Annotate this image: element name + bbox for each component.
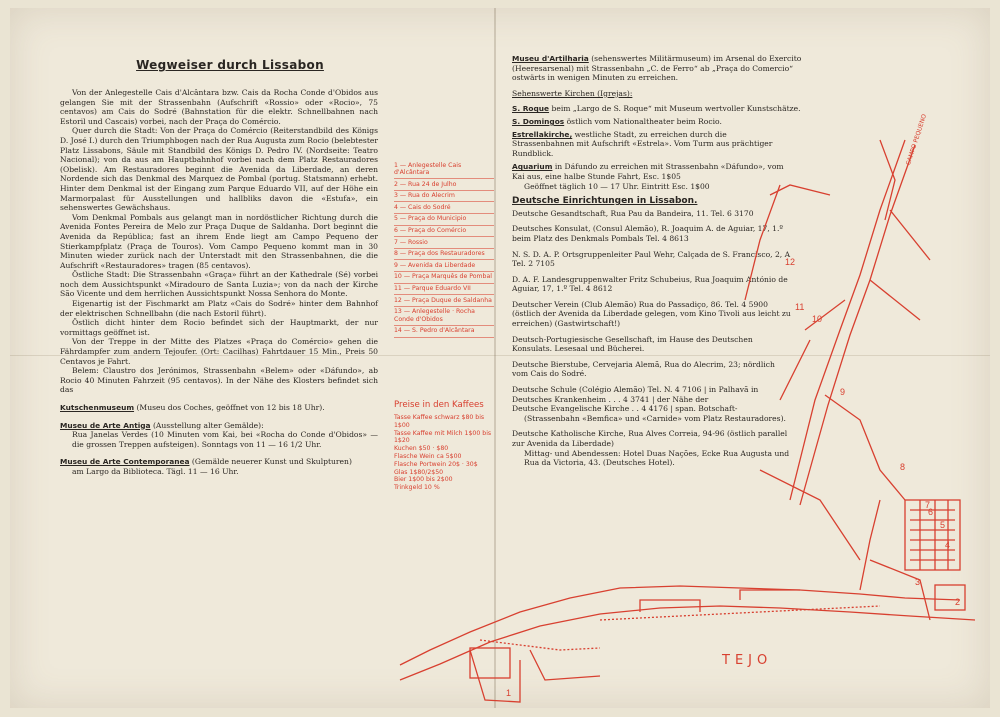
institution-evangelical-church: Deutsche Evangelische Kirche . . 4 4176 | span. Botschaft-	[512, 404, 738, 414]
map-number: 4	[945, 540, 951, 550]
map-number: 7	[925, 500, 931, 510]
church-estrela-text: westliche Stadt, zu erreichen durch die Strassenbahnen mit Aufschrift «Estrela». Vom Turm aus prächtiger Rundblick.	[512, 129, 773, 158]
arte-antiga-heading: Museu de Arte Antiga	[60, 420, 151, 430]
legend-item: 1 — Anlegestelle Cais d'Alcântara	[394, 160, 494, 179]
artillery-museum-heading: Museu d'Artilharia	[512, 54, 589, 63]
section-arte-antiga	[60, 421, 378, 450]
artillery-museum	[512, 54, 812, 83]
map-number: 9	[840, 387, 846, 397]
legend-item: 3 — Rua do Alecrim	[394, 191, 494, 203]
paragraph-ferry: Von der Treppe in der Mitte des Platzes «Praça do Comércio» gehen die Fährdampfer zum andern Tejoufer. (Ort: Cacilhas) Fahrtdauer 15 Min., Preis 50 Centavos je Fahrt.	[60, 337, 378, 366]
church-estrela-heading: Estrellakirche,	[512, 129, 573, 139]
church-s-domingos-heading: S. Domingos	[512, 116, 565, 126]
institution-consulate	[512, 224, 792, 243]
church-s-domingos	[512, 117, 812, 127]
section-arte-contemporanea	[60, 457, 378, 476]
coach-museum-heading: Kutschenmuseum	[60, 403, 135, 412]
legend-item: 6 — Praça do Comércio	[394, 226, 494, 238]
institution-consulate-tel: Tel. 4 8613	[645, 233, 689, 243]
coffee-price-item: Bier 1$00 bis 2$00	[394, 476, 453, 484]
paragraph-arrival: Von der Anlegestelle Cais d'Alcântara bzw. Cais da Rocha Conde d'Obidos aus gelangen Sie mit der Strassenbahn (Aufschrift «Rossio» oder «Rocio», 75 centavos) am Cais do Sodré (Bahnstation für die elektr. Schnellbahnen nach Estoril und Cascais) vorbei, nach der Praça do Comércio.	[60, 88, 378, 126]
institution-catholic-church: Deutsche Katholische Kirche, Rua Alves Correia, 94-96 (östlich parallel zur Avenida da Liberdade)	[512, 429, 788, 448]
map-number: 6	[928, 507, 934, 517]
aquarium-text: in Dáfundo zu erreichen mit Strassenbahn «Dáfundo», vom Kai aus, eine halbe Stunde Fahrt, Esc. 1$05	[512, 162, 784, 181]
section-coach-museum	[60, 403, 378, 413]
map-number: 3	[915, 577, 921, 587]
legend-item: 4 — Cais do Sodré	[394, 202, 494, 214]
map-number: 2	[955, 597, 961, 607]
coffee-price-item: Kuchen $50 · $80	[394, 445, 449, 453]
coffee-price-item: Tasse Kaffee mit Milch 1$00 bis 1$20	[394, 429, 492, 445]
arte-contemporanea-heading: Museu de Arte Contemporanea	[60, 457, 190, 467]
institution-beerhall: Deutsche Bierstube, Cervejaria Alemã, Rua do Alecrim, 23; nördlich vom Cais do Sodré.	[512, 359, 775, 379]
lunch-dinner: Mittag- und Abendessen: Hotel Duas Nações, Ecke Rua Augusta und Rua da Victoria, 43. (Deutsches Hotel).	[524, 448, 790, 468]
map-number: 10	[812, 314, 823, 324]
institution-daf-tel: Tel. 4 8612	[569, 284, 613, 294]
coffee-price-item: Tasse Kaffee schwarz $80 bis 1$00	[394, 414, 485, 429]
aquarium-hours: Geöffnet täglich 10 — 17 Uhr. Eintritt Esc. 1$00	[524, 181, 710, 191]
legend-item: 2 — Rua 24 de Julho	[394, 179, 494, 191]
legend-item: 7 — Rossio	[394, 237, 494, 249]
institution-daf	[512, 275, 792, 294]
coffee-price-item: Flasche Wein ca 5$00	[394, 452, 462, 460]
map-legend	[394, 160, 494, 338]
coach-museum-text: (Museu dos Coches, geöffnet von 12 bis 18 Uhr).	[134, 403, 325, 412]
institution-daf-text: D. A. F. Landesgruppenwalter Fritz Schubeius, Rua Joaquim António de Aguiar, 17, 1.º	[512, 274, 788, 294]
legend-item: 5 — Praça do Municipio	[394, 214, 494, 226]
legend-item: 9 — Avenida da Liberdade	[394, 260, 494, 272]
institution-embassy-text: Deutsche Gesandtschaft, Rua Pau da Bandeira, 11.	[512, 208, 709, 218]
church-s-roque-text: beim „Largo de S. Roque“ mit Museum wertvoller Kunstschätze.	[549, 104, 801, 114]
legend-item: 12 — Praça Duque de Saldanha	[394, 295, 494, 307]
paragraph-fish-market: Eigenartig ist der Fischmarkt am Platz «Cais do Sodré» hinter dem Bahnhof der elektrischen Schnellbahn (die nach Estoril führt).	[60, 299, 378, 318]
fold-line-vertical	[494, 8, 496, 708]
map-number: 8	[900, 462, 906, 472]
map-number: 1	[506, 688, 512, 698]
paragraph-pombal: Vom Denkmal Pombals aus gelangt man in nordöstlicher Richtung durch die Avenida Fontes Pereira de Melo zur Praça Duque de Saldanha. Dort beginnt die Avenida da República; fast an ihrem Ende liegt am Campo Pequeno der Stierkampfplatz (Praça de Touros). Vom Campo Pequeno kommt man in 30 Minuten wieder zurück nach der Unterstadt mit den Strassenbahnen, die die Aufschrift «Restauradores» tragen (85 centavos).	[60, 212, 378, 270]
map-number: 5	[940, 520, 946, 530]
coffee-price-item: Flasche Portwein 20$ · 30$	[394, 460, 478, 468]
map-number: 11	[795, 302, 805, 312]
institution-tram-note: (Strassenbahn «Bemfica» und «Carnide» vom Platz Restauradores).	[524, 413, 786, 423]
institution-school: Deutsche Schule (Colégio Alemão) Tel. N. 4 7106 | in Palhavã in	[512, 385, 759, 395]
church-estrela	[512, 130, 782, 159]
right-column	[512, 54, 812, 468]
paragraph-east-city: Östliche Stadt: Die Strassenbahn «Graça» führt an der Kathedrale (Sé) vorbei noch dem Aussichtspunkt «Miradouro de Santa Luzia»; von da nach der Kirche São Vicente und dem herrlichen Aussichtspunkt Nossa Senhora do Monte.	[60, 270, 378, 299]
arte-antiga-body: Rua Janelas Verdes (10 Minuten vom Kai, bei «Rocha do Conde d'Obidos» — die grossen Treppen aufsteigen). Sonntags von 11 — 16 1/2 Uhr.	[72, 430, 378, 449]
institution-nsdap	[512, 250, 792, 269]
legend-item: 13 — Anlegestelle · Rocha Conde d'Obidos	[394, 307, 494, 326]
institution-embassy-tel: Tel. 6 3170	[710, 208, 754, 218]
institution-nsdap-text: N. S. D. A. P. Ortsgruppenleiter Paul Wehr, Calçada de S. Francisco, 2, A	[512, 249, 791, 259]
legend-item: 10 — Praça Marquês de Pombal	[394, 272, 494, 284]
river-label: TEJO	[722, 653, 773, 668]
arte-contemporanea-body: am Largo da Biblioteca. Tägl. 11 — 16 Uhr.	[72, 466, 239, 476]
legend-item: 8 — Praça dos Restauradores	[394, 249, 494, 261]
coffee-prices	[394, 400, 500, 492]
page-title: Wegweiser durch Lissabon	[136, 58, 324, 72]
paragraph-belem: Belem: Claustro dos Jerónimos, Strassenbahn «Belem» oder «Dáfundo», ab Rocio 40 Minuten Fahrzeit (95 centavos). In der Nähe des Klosters befindet sich das	[60, 366, 378, 395]
institution-embassy	[512, 209, 782, 219]
paragraph-main-market: Östlich dicht hinter dem Rocio befindet sich der Hauptmarkt, der nur vormittags geöffnet ist.	[60, 318, 378, 337]
artillery-museum-text: (sehenswertes Militärmuseum) im Arsenal do Exercito (Heeresarsenal) mit Strassenbahn „C. de Ferro“ ab „Praça do Comercio“ ostwärts in wenigen Minuten zu erreichen.	[512, 54, 802, 83]
institution-society: Deutsch-Portugiesische Gesellschaft, im Hause des Deutschen Konsulats. Lesesaal und Bücherei.	[512, 334, 753, 354]
institution-club: Deutscher Verein (Club Alemão) Rua do Passadiço, 86. Tel. 4 5900 (östlich der Avenida da Liberdade gelegen, vom Kino Tivoli aus leicht zu erreichen) (Gastwirtschaft!)	[512, 299, 791, 329]
coffee-price-item: Glas 1$80/2$50	[394, 468, 444, 476]
map-number: 12	[785, 257, 796, 267]
german-institutions-heading: Deutsche Einrichtungen in Lissabon.	[512, 196, 698, 207]
campo-pequeno-label: CAMPO PEQUENO	[905, 113, 929, 167]
aquarium	[512, 162, 792, 181]
arte-antiga-text: (Ausstellung alter Gemälde):	[150, 420, 264, 430]
coffee-price-item: Trinkgeld 10 %	[394, 484, 440, 492]
church-s-domingos-text: östlich vom Nationaltheater beim Rocio.	[564, 116, 722, 126]
churches-heading: Sehenswerte Kirchen (Igrejas):	[512, 88, 633, 98]
church-s-roque-heading: S. Roque	[512, 104, 550, 114]
church-s-roque	[512, 104, 812, 114]
arte-contemporanea-text: (Gemälde neuerer Kunst und Skulpturen)	[189, 457, 352, 467]
institution-nsdap-tel: Tel. 2 7105	[512, 259, 555, 269]
legend-item: 11 — Parque Eduardo VII	[394, 284, 494, 296]
aquarium-heading: Aquarium	[512, 162, 553, 172]
institution-consulate-text: Deutsches Konsulat, (Consul Alemão), R. Joaquim A. de Aguiar, 17, 1.º beim Platz des Denkmals Pombals	[512, 224, 783, 243]
institution-hospital: Deutsches Krankenheim . . . 4 3741 | der Nähe der	[512, 394, 709, 404]
coffee-prices-heading: Preise in den Kaffees	[394, 400, 484, 410]
paragraph-city-crossing: Quer durch die Stadt: Von der Praça do Comércio (Reiterstandbild des Königs D. José I.) durch den Triumphbogen nach der Rua Augusta zum Rocio (belebtester Platz Lissabons, Säule mit Standbild des Königs D. Pedro IV. (Nordseite: Teatro Nacional); von da aus am Hauptbahnhof vorbei nach dem Platz Restauradores (Obelisk). Am Restauradores beginnt die Avenida da Liberdade, an deren Nordende sich das Denkmal des Marquez de Pombal (portug. Statsmann) erhebt. Hinter dem Denkmal ist der Eingang zum Parque Eduardo VII, auf der Höhe ein Marmorpalast für Ausstellungen und hallbliks davon die «Estufa», ein sehenswertes Gewächshaus.	[60, 126, 378, 213]
left-column	[60, 88, 378, 477]
legend-item: 14 — S. Pedro d'Alcântara	[394, 326, 494, 338]
